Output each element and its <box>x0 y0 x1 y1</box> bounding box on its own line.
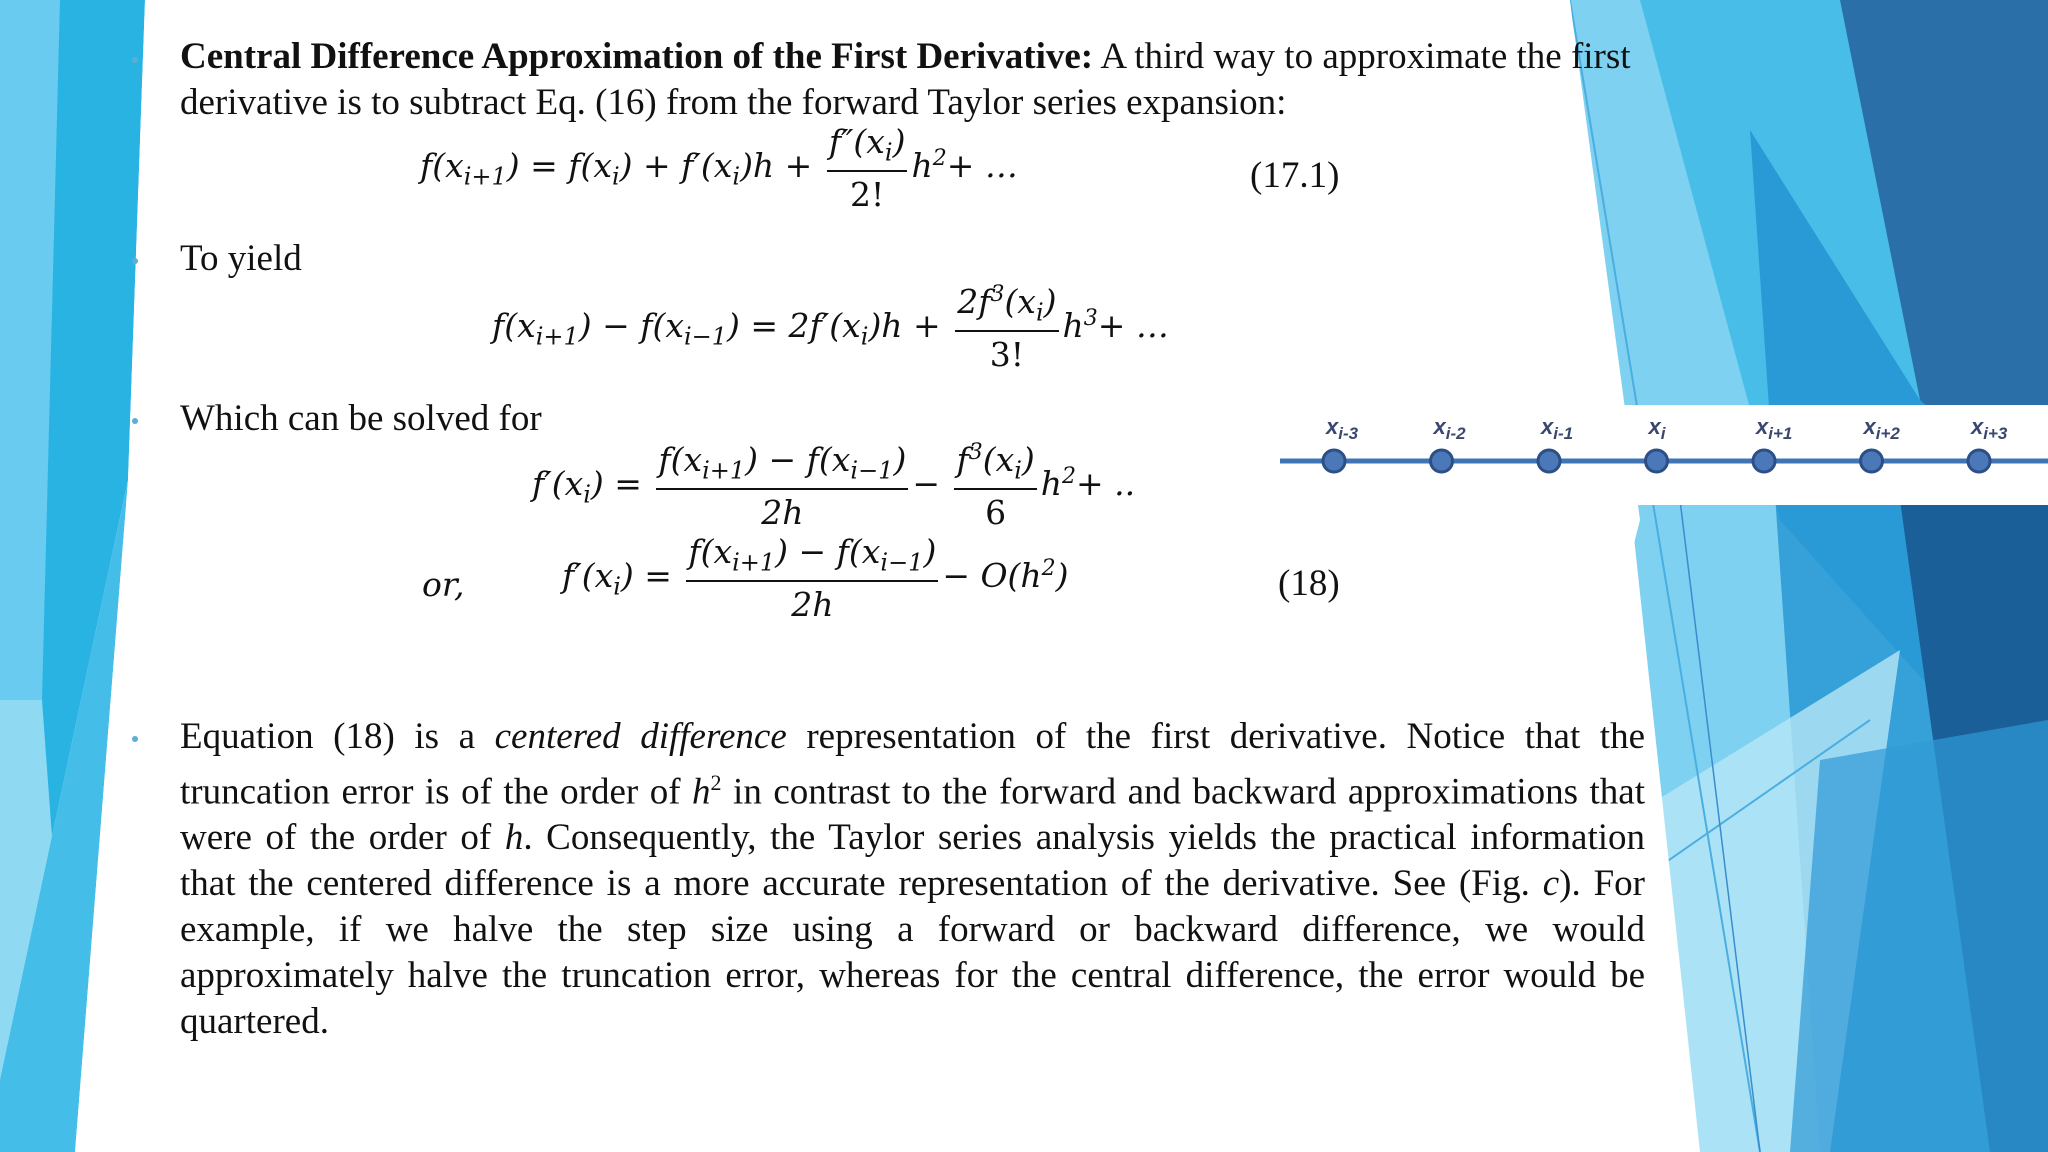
equation-fraction: $\frac{f(x_{i+1}) - f(x_{i-1})}{2h}$ <box>688 532 937 624</box>
equation-difference: $f(x_{i+1}) - f(x_{i-1}) = 2f'(x_i)h$ + $\frac{2f^3(x_i)}{3!}$ $h^3+$ … <box>492 282 1169 374</box>
grid-node-label: $x_{i-2}$ <box>1433 414 1466 443</box>
equation-first-derivative: $f'(x_i)$ = $\frac{f(x_{i+1}) - f(x_{i-1})}{2h}$ − $\frac{f^3(x_i)}{6}$ $h^2+$ .. <box>532 440 1136 532</box>
bullet-dot <box>132 418 138 424</box>
centered-difference-paragraph: Equation (18) is a centered difference representation of the first derivative. Notice that the truncation error is of the order of $h^2$ in contrast to the forward and backward approximations that were of the order of h. Consequently, the Taylor series analysis yields the practical information that the centered difference is a more accurate representation of the derivative. See (Fig. c). For example, if we halve the step size using a forward or backward difference, we would approximately halve the truncation error, whereas for the central difference, the error would be quartered. <box>180 716 1646 1043</box>
grid-node <box>1646 450 1668 472</box>
grid-node-label: $x_{i+2}$ <box>1863 414 1900 443</box>
grid-node-label: $x_{i-3}$ <box>1326 414 1359 443</box>
equation-17-1: $f(x_{i+1}) = f(x_i) + f'(x_i)h$ + $\frac{f''(x_i)}{2!}$ $h^2+$ … <box>420 122 1018 214</box>
equation-number-17-1: (17.1) <box>1250 155 1340 196</box>
intro-text: A third way to approximate the first derivative is to subtract Eq. (16) from the forward Taylor series expansion: <box>180 36 1631 123</box>
central-difference-intro <box>180 34 1670 126</box>
equation-number-18: (18) <box>1278 563 1340 604</box>
grid-node <box>1538 450 1560 472</box>
grid-node-label: $x_{i+3}$ <box>1971 414 2008 443</box>
grid-node <box>1431 450 1453 472</box>
to-yield-label: To yield <box>180 238 302 279</box>
section-heading: Central Difference Approximation of the First Derivative: <box>180 36 1094 77</box>
equation-fraction: $\frac{f^3(x_i)}{6}$ <box>956 440 1035 532</box>
equation-fraction: $\frac{f(x_{i+1}) - f(x_{i-1})}{2h}$ <box>658 440 907 532</box>
grid-node-label: $x_{i-1}$ <box>1541 414 1574 443</box>
grid-node-label: $x_i$ <box>1648 414 1666 443</box>
grid-node <box>1861 450 1883 472</box>
equation-18: $f'(x_i)$ = $\frac{f(x_{i+1}) - f(x_{i-1})}{2h}$ − $O(h^2)$ <box>562 532 1069 624</box>
grid-node <box>1968 450 1990 472</box>
grid-node-label: $x_{i+1}$ <box>1756 414 1793 443</box>
grid-points-diagram <box>1270 405 2048 515</box>
or-label: or, <box>422 565 465 604</box>
equation-fraction: $\frac{2f^3(x_i)}{3!}$ <box>957 282 1057 374</box>
solved-for-label: Which can be solved for <box>180 398 542 439</box>
grid-node <box>1323 450 1345 472</box>
bullet-dot <box>132 258 138 264</box>
grid-node <box>1753 450 1775 472</box>
bullet-dot <box>132 736 138 742</box>
equation-fraction: $\frac{f''(x_i)}{2!}$ <box>828 122 906 214</box>
bullet-dot <box>132 57 138 63</box>
